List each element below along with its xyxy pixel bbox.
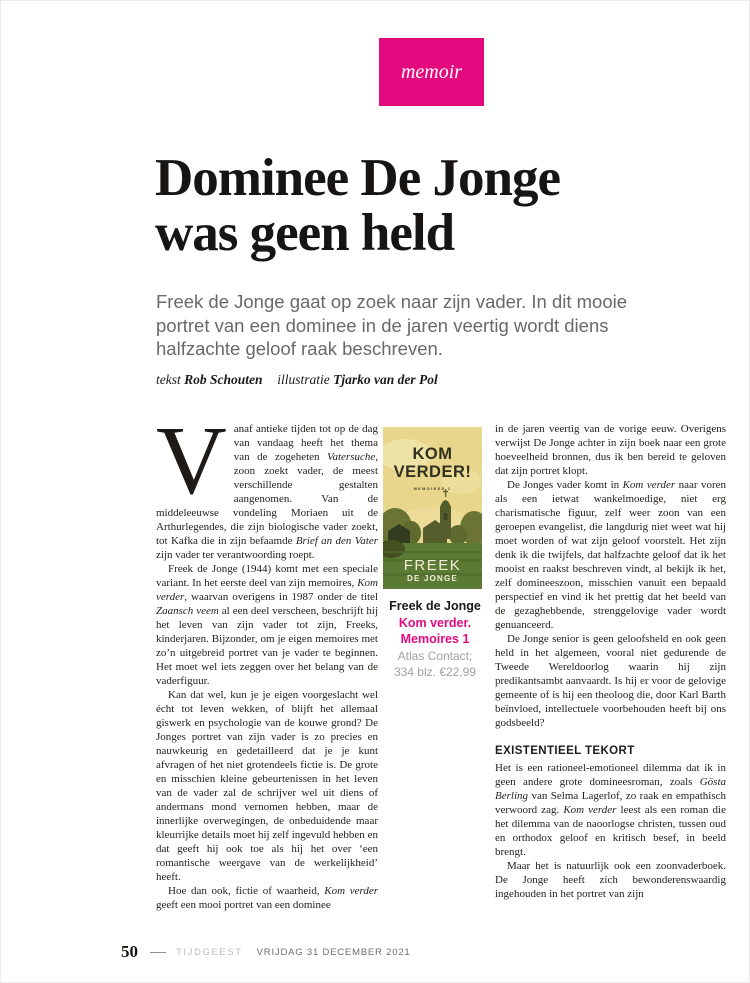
paragraph: De Jonges vader komt in Kom verder naar voren als een ietwat wankelmoedige, niet erg charismatische figuur, zelf weer zoon van een geroepen evangelist, die langdurig niet weet wat hij moet worden of wat zijn geloof voorstelt. Het zijn denk ik die twijfels, dat halfzachte geloof dat ik het mooist en raakst beschreven vindt, al bekijk ik het, zelf domineeszoon, misschien vanuit een bepaald perspectief en vind ik het prettig dat het beeld van de gezaghebbende, strenggelovige vader wordt genuanceerd. <box>495 479 726 631</box>
cover-title-line1: KOM <box>412 445 453 463</box>
cover-author-line1: FREEK <box>403 557 462 574</box>
cover-author-line2: DE JONGE <box>407 574 458 583</box>
book-caption <box>383 598 487 681</box>
caption-series: Memoires 1 <box>400 632 470 646</box>
book-column <box>383 422 487 938</box>
paragraph: De Jonge senior is geen geloofsheld en ook geen held in het algemeen, vooral niet gedurende de Tweede Wereldoorlog waarin hij zijn predikantsambt aanvaardt. Is hij er voor de gelovige gemeente of is hij een theoloog die, door Karl Barth beïnvloed, intellectuele voorbehouden heeft bij ons godsbeeld? <box>495 633 726 729</box>
section-kicker-label: memoir <box>400 60 463 83</box>
field-furrow <box>383 551 482 553</box>
paragraph: Kan dat wel, kun je je eigen voorgeslacht wel écht tot leven wekken, of blijft het allemaal giswerk en psychologie van de kouwe grond? De Jonges portret van zijn vader is zo precies en nauwkeurig en gedetailleerd dat je je kunt afvragen of het niet grotendeels fictie is. De grote en misschien kleine gebeurtenissen in het leven van de vader zal de schrijver wel uit diens of andermans mond vernomen hebben, maar de innerlijke overwegingen, de onbeduidende maar kleurrijke details moet hij zelf ingevuld hebben en dat geeft hij ook toe als hij het over ‘een romantische weergave van de werkelijkheid’ heeft. <box>156 689 378 883</box>
headline <box>155 151 735 261</box>
cover-series: MEMOIRES 1 <box>413 487 452 491</box>
caption-title: Kom verder. <box>398 615 472 630</box>
byline-illustrator: Tjarko van der Pol <box>333 372 438 387</box>
tree-silhouette <box>449 525 467 545</box>
headline-line2: was geen held <box>155 204 455 262</box>
footer-magazine-name: TIJDGEEST <box>176 946 243 958</box>
book-cover-art <box>383 427 482 589</box>
footer-page-number: 50 <box>121 942 138 961</box>
footer-date: VRIJDAG 31 DECEMBER 2021 <box>256 946 411 958</box>
byline-author: Rob Schouten <box>184 372 263 387</box>
byline-text-label: tekst <box>156 372 181 387</box>
standfirst: Freek de Jonge gaat op zoek naar zijn vader. In dit mooie portret van een dominee in de jaren veertig wordt diens halfzachte geloof raak beschreven. <box>156 291 628 359</box>
article-column-right <box>495 422 726 938</box>
footer-divider <box>150 952 166 953</box>
paragraph: in de jaren veertig van de vorige eeuw. Overigens verwijst De Jonge achter in zijn boek naar een grote hoeveelheid bronnen, dus ik ben bereid te geloven dat zijn portret klopt. <box>495 423 726 477</box>
headline-line1: Dominee De Jonge <box>155 149 560 207</box>
paragraph: Het is een rationeel-emotioneel dilemma dat ik in geen andere grote domineesroman, zoals Gösta Berling van Selma Lagerlof, zo raak en empathisch verwoord zag. Kom verder leest als een roman die het dilemma van de naoorlogse christen, tussen oud en orthodox geloof en kritisch besef, in beeld brengt. <box>495 762 726 858</box>
paragraph: Freek de Jonge (1944) komt met een speciale variant. In het eerste deel van zijn memoires, Kom verder, waarvan overigens in 1987 onder de titel Zaansch veem al een deel verscheen, beschrijft hij het leven van zijn vader tot zijn, Freeks, kinderjaren. Bijzonder, om je eigen memoires met zo’n uitgebreid portret van je vader te beginnen. Het moet wel iets zeggen over het belang van de vaderfiguur. <box>156 563 379 687</box>
page-footer <box>121 942 411 962</box>
cover-title-line2: VERDER! <box>393 463 472 481</box>
paragraph: Hoe dan ook, fictie of waarheid, Kom verder geeft een mooi portret van een dominee <box>156 885 378 911</box>
caption-author: Freek de Jonge <box>389 599 481 613</box>
caption-price: 334 blz. €22,99 <box>393 665 477 679</box>
article-body <box>156 422 726 938</box>
byline <box>156 372 656 388</box>
byline-illustration-label: illustratie <box>277 372 330 387</box>
caption-publisher: Atlas Contact; <box>397 648 473 663</box>
paragraph: Vanaf antieke tijden tot op de dag van vandaag heeft het thema van de zogeheten Vatersuche, zoon zoekt vader, de meest verschillende gestalten aangenomen. Van de middeleeuwse vondeling Moriaen uit de Arthurlegendes, die zijn biologische vader zoekt, tot Kafka die in zijn befaamde Brief an den Vater zijn vader ter verantwoording roept. <box>156 422 378 561</box>
section-kicker <box>379 38 484 106</box>
article-column-left <box>156 422 378 938</box>
drop-cap: V <box>156 422 227 515</box>
paragraph: Maar het is natuurlijk ook een zoonvaderboek. De Jonge heeft zich bewonderenswaardig ingehouden in het portret van zijn <box>495 860 726 900</box>
subheading: EXISTENTIEEL TEKORT <box>495 745 635 757</box>
